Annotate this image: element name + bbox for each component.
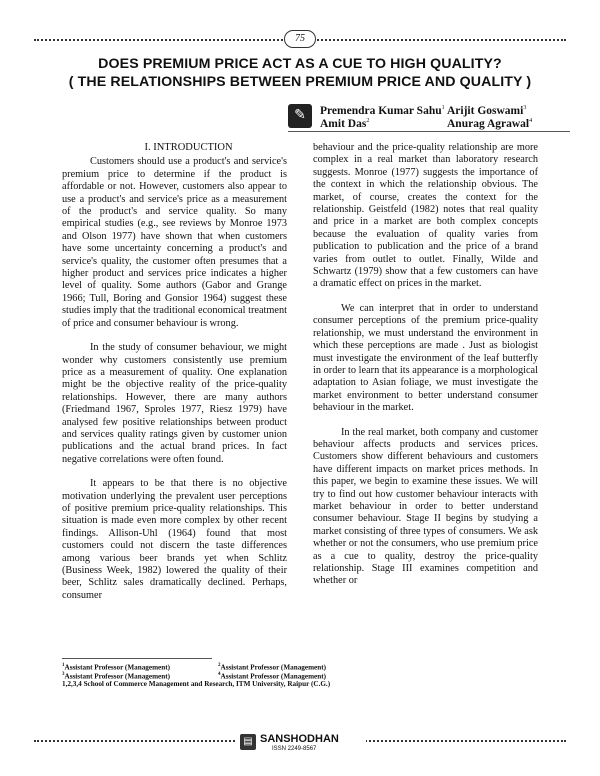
footnote-4: $^4$Assistant Professor (Management) [218,672,327,681]
author-rule [288,131,570,132]
page-number: 75 [284,30,316,48]
pen-icon: ✎ [288,104,312,128]
footnote-1: $^1$Assistant Professor (Management) [62,663,171,672]
paragraph-1: Customers should use a product's and service's premium price to determine if the product is affordable or not. However, customers also appear to use a product's and service's price as a measurement of the product's and service quality. So many empirical studies (e.g., see reviews by Monroe 1973 and Olson 1977) have shown that when customers have some uncertainty concerning a product's and service's quality, the customer often presumes that a higher product and services price indicates a higher level of quality. Some authors (Gabor and Grange 1966; Tull, Boring and Gonsior 1964) suggest these studies imply that the traditional economical treatment of price and consumer behaviour is wrong. [62,156,287,329]
journal-name: SANSHODHAN [260,733,339,745]
author-1: Premendra Kumar Sahu$^1$ [320,105,445,117]
paragraph-5: We can interpret that in order to understand consumer perceptions of the premium price-quality relationship, we must understand the environment in which these perceptions are made . Just as biologist must investigate the environment of the leaf butterfly in order to learn that its appearance is a morphological adaptation to Asian foliage, we must investigate the market environment to better understand consumer behaviour in the market. [313,302,538,414]
section-heading: I. INTRODUCTION [144,142,233,153]
right-column [313,142,538,588]
journal-logo [236,731,366,753]
paragraph-6: In the real market, both company and customer behaviour affects products and services prices. Customers show different behaviours and customers have different impacts on market prices methods. In this paper, we begin to examine these issues. We will try to find out how customer behaviour interacts with market behaviour in order to better understand consumer behaviour. Stage II begins by studying a market consisting of three types of consumers. We ask whether or not the consumers, who use premium price as a cue to quality, destroy the price-quality relationship. Stage III examines competition and whether or [313,426,538,587]
author-2: Arijit Goswami$^3$ [447,105,527,117]
paper-subtitle: ( THE RELATIONSHIPS BETWEEN PREMIUM PRICE AND QUALITY ) [68,74,532,90]
left-column [62,142,287,602]
author-3: Amit Das$^2$ [320,118,370,130]
footnote-3: $^3$Assistant Professor (Management) [62,672,171,681]
affiliation: 1,2,3,4 School of Commerce Management and Research, ITM University, Raipur (C.G.) [62,680,331,688]
footnote-rule [62,658,212,659]
footnote-2: $^2$Assistant Professor (Management) [218,663,327,672]
paragraph-3: It appears to be that there is no objective motivation underlying the prevalent user perceptions of positive premium price-quality relationships. This situation is made even more complex by other recent findings. Allison-Uhl (1964) found that most customers could not discern the taste differences among various beer brands yet when Schlitz (Business Week, 1982) lowered the quality of their beer, Schlitz sales dramatically declined. Perhaps, consumer [62,478,287,601]
paragraph-2: In the study of consumer behaviour, we might wonder why customers consistently use premium price as a measurement of quality. One explanation might be the objective reality of the price-quality relationships. However, there are many authors (Friedmand 1967, Sproles 1977, Riesz 1979) have analysed few positive relationships between product and services quality ratings given by customer union publications and the actual brand prices. In fact negative correlations were often found. [62,342,287,465]
book-icon: ▤ [240,734,256,750]
issn: ISSN 2249-8567 [272,746,317,752]
paragraph-4: behaviour and the price-quality relationship are more complex in a real market than laboratory research suggests. Monroe (1977) suggests the importance of the context in which the relationship obvious. The market, of course, creates the context for the relationship. Geistfeld (1982) notes that real quality and price in a market are both complex concepts because the evaluation of quality varies from publication to publication and the price of a brand varies from outlet to outlet. Finally, Wilde and Schwartz (1979) show that a few customers can have a dramatic effect on prices in the market. [313,142,538,290]
author-4: Anurag Agrawal$^4$ [447,118,533,130]
paper-title: DOES PREMIUM PRICE ACT AS A CUE TO HIGH QUALITY? [98,56,502,72]
